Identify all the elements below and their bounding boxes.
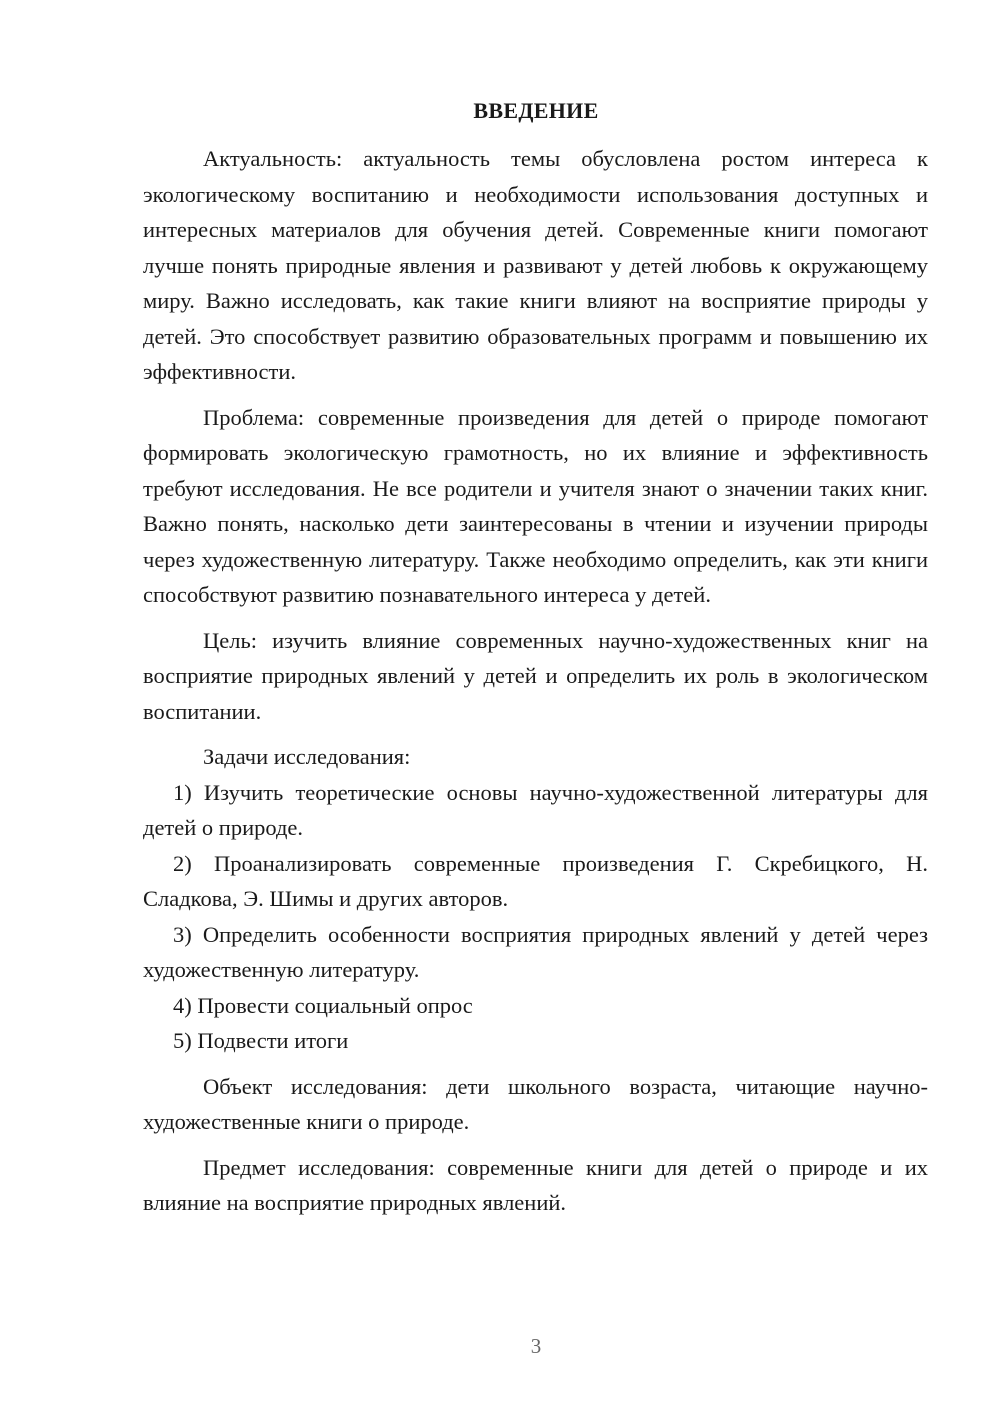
page-title: ВВЕДЕНИЕ	[473, 98, 599, 123]
task-item-4: 4) Провести социальный опрос	[173, 992, 473, 1018]
tasks-heading: Задачи исследования:	[203, 744, 411, 769]
page-number: 3	[530, 1334, 542, 1358]
relevance-paragraph: Актуальность: актуальность темы обусловлена ростом интереса к экологическому воспитанию и необходимости использования доступных и интересных материалов для обучения детей. Современные книги помогают лучше понять природные явления и развивают у детей любовь к окружающему миру. Важно исследовать, как такие книги влияют на восприятие природы у детей. Это способствует развитию образовательных программ и повышению их эффективности.	[143, 146, 928, 384]
object-paragraph: Объект исследования: дети школьного возраста, читающие научно-художественные книги о природе.	[143, 1073, 928, 1134]
task-item-3: 3) Определить особенности восприятия природных явлений у детей через художественную литературу.	[143, 921, 928, 982]
problem-paragraph: Проблема: современные произведения для детей о природе помогают формировать экологическую грамотность, но их влияние и эффективность требуют исследования. Не все родители и учителя знают о значении таких книг. Важно понять, насколько дети заинтересованы в чтении и изучении природы через художественную литературу. Также необходимо определить, как эти книги способствуют развитию познавательного интереса у детей.	[143, 404, 928, 607]
task-item-5: 5) Подвести итоги	[173, 1028, 349, 1053]
subject-paragraph: Предмет исследования: современные книги для детей о природе и их влияние на восприятие природных явлений.	[143, 1154, 928, 1215]
task-item-2: 2) Проанализировать современные произведения Г. Скребицкого, Н. Сладкова, Э. Шимы и других авторов.	[143, 850, 928, 911]
document-body	[143, 141, 928, 1221]
task-item-1: 1) Изучить теоретические основы научно-художественной литературы для детей о природе.	[143, 779, 928, 840]
goal-paragraph: Цель: изучить влияние современных научно-художественных книг на восприятие природных явлений у детей и определить их роль в экологическом воспитании.	[143, 627, 928, 724]
